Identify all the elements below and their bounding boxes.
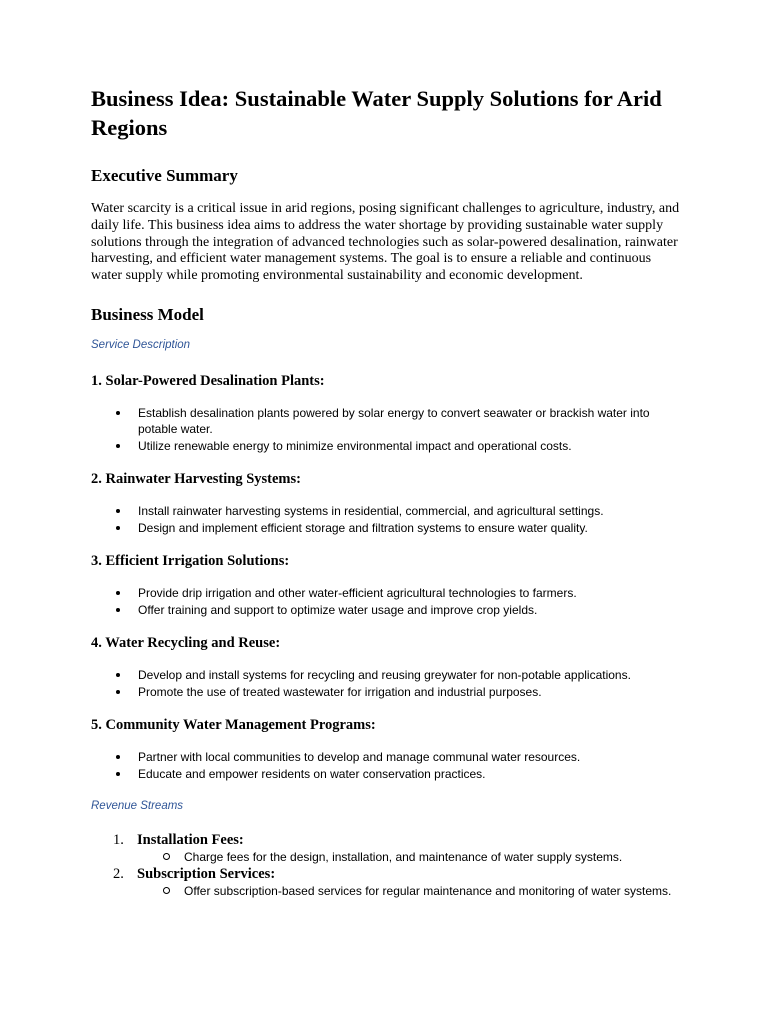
bullet-icon bbox=[116, 755, 120, 759]
document-content bbox=[91, 84, 681, 899]
list-item-text: Establish desalination plants powered by solar energy to convert seawater or brackish water into potable water. bbox=[138, 405, 650, 437]
list-item-text: Develop and install systems for recycling and reusing greywater for non-potable applications. bbox=[138, 668, 631, 683]
list-item bbox=[91, 667, 681, 684]
bullet-icon bbox=[116, 509, 120, 513]
revenue-streams-label: Revenue Streams bbox=[91, 800, 184, 813]
bullet-icon bbox=[116, 608, 120, 612]
executive-summary-heading: Executive Summary bbox=[91, 166, 238, 185]
list-item bbox=[91, 438, 681, 455]
list-item bbox=[91, 849, 681, 866]
bullet-icon bbox=[116, 690, 120, 694]
list-item-text: Promote the use of treated wastewater for irrigation and industrial purposes. bbox=[138, 684, 542, 699]
list-item-text: Design and implement efficient storage and filtration systems to ensure water quality. bbox=[138, 520, 588, 535]
list-item bbox=[91, 883, 681, 900]
revenue-stream-number-1: 1. bbox=[113, 832, 124, 849]
service-heading-1: 1. Solar-Powered Desalination Plants: bbox=[91, 372, 325, 389]
service-bullets-1 bbox=[91, 405, 681, 455]
list-item-text: Partner with local communities to develop and manage communal water resources. bbox=[138, 750, 581, 765]
list-item-text: Install rainwater harvesting systems in residential, commercial, and agricultural settings. bbox=[138, 504, 604, 519]
bullet-icon bbox=[116, 444, 120, 448]
business-model-heading: Business Model bbox=[91, 304, 204, 324]
bullet-icon bbox=[116, 772, 120, 776]
list-item bbox=[91, 684, 681, 701]
list-item-text: Offer subscription-based services for regular maintenance and monitoring of water systems. bbox=[184, 883, 672, 898]
service-heading-4: 4. Water Recycling and Reuse: bbox=[91, 635, 281, 652]
list-item bbox=[91, 766, 681, 783]
service-heading-5: 5. Community Water Management Programs: bbox=[91, 717, 376, 734]
service-bullets-4 bbox=[91, 667, 681, 700]
revenue-streams-list bbox=[91, 832, 681, 899]
circle-bullet-icon bbox=[163, 887, 170, 894]
service-heading-3: 3. Efficient Irrigation Solutions: bbox=[91, 553, 290, 570]
document-title: Business Idea: Sustainable Water Supply Solutions for Arid Regions bbox=[91, 86, 662, 140]
service-bullets-5 bbox=[91, 749, 681, 782]
service-bullets-3 bbox=[91, 585, 681, 618]
service-description-label: Service Description bbox=[91, 338, 191, 351]
bullet-icon bbox=[116, 591, 120, 595]
executive-summary-text: Water scarcity is a critical issue in arid regions, posing significant challenges to agriculture, industry, and daily life. This business idea aims to address the water shortage by providing sustainable water supply solutions through the integration of advanced technologies such as solar-powered desalination, rainwater harvesting, and efficient water management systems. The goal is to ensure a reliable and continuous water supply while promoting environmental sustainability and economic development. bbox=[91, 201, 680, 284]
list-item-text: Educate and empower residents on water conservation practices. bbox=[138, 766, 486, 781]
revenue-stream-bullets-1 bbox=[91, 849, 681, 866]
list-item-text: Charge fees for the design, installation, and maintenance of water supply systems. bbox=[184, 850, 623, 865]
service-bullets-2 bbox=[91, 503, 681, 536]
revenue-stream-label-1: Installation Fees: bbox=[137, 832, 244, 849]
list-item-text: Offer training and support to optimize water usage and improve crop yields. bbox=[138, 602, 538, 617]
circle-bullet-icon bbox=[163, 853, 170, 860]
list-item bbox=[91, 602, 681, 619]
list-item-text: Provide drip irrigation and other water-efficient agricultural technologies to farmers. bbox=[138, 586, 577, 601]
list-item bbox=[91, 503, 681, 520]
list-item bbox=[91, 749, 681, 766]
list-item-text: Utilize renewable energy to minimize environmental impact and operational costs. bbox=[138, 438, 572, 453]
list-item bbox=[91, 832, 681, 866]
revenue-stream-label-2: Subscription Services: bbox=[137, 865, 276, 882]
bullet-icon bbox=[116, 411, 120, 415]
list-item bbox=[91, 405, 681, 438]
list-item bbox=[91, 585, 681, 602]
service-heading-2: 2. Rainwater Harvesting Systems: bbox=[91, 471, 301, 488]
revenue-stream-heading-2 bbox=[91, 866, 681, 883]
bullet-icon bbox=[116, 673, 120, 677]
list-item bbox=[91, 520, 681, 537]
list-item bbox=[91, 866, 681, 900]
revenue-stream-bullets-2 bbox=[91, 883, 681, 900]
revenue-stream-number-2: 2. bbox=[113, 865, 124, 882]
revenue-stream-heading-1 bbox=[91, 832, 681, 849]
bullet-icon bbox=[116, 526, 120, 530]
